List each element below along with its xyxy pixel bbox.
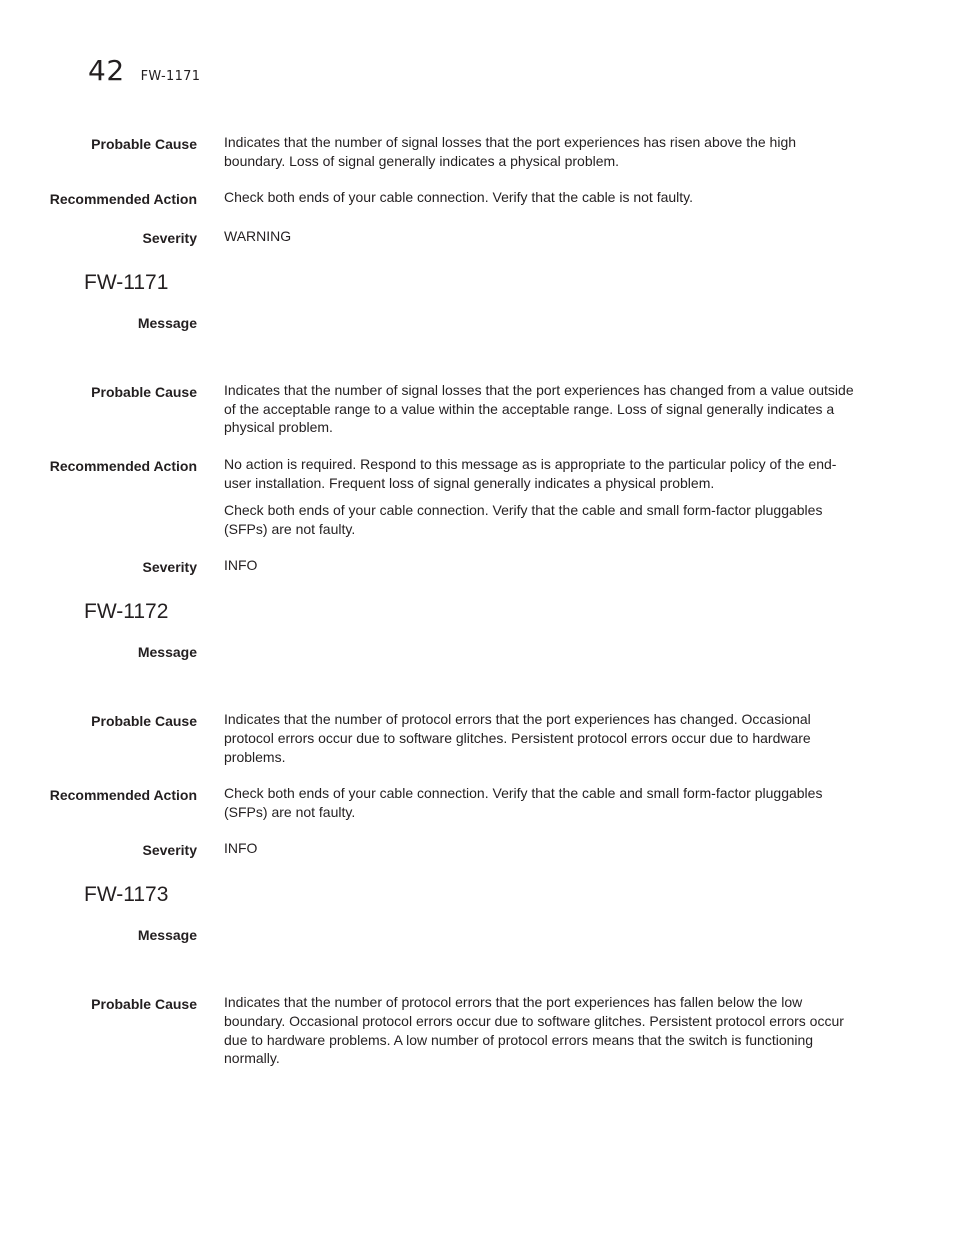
probable-cause-text [224, 993, 860, 1067]
intro-recommended-action-row [0, 188, 954, 209]
section-heading-fw-1171: FW-1171 [84, 271, 169, 295]
recommended-action-text [224, 188, 860, 209]
severity-label: Severity [142, 559, 197, 576]
section-heading-fw-1172: FW-1172 [84, 600, 169, 624]
recommended-action-row [0, 784, 954, 821]
severity-value: INFO [224, 840, 258, 857]
severity-row [0, 556, 954, 577]
recommended-action-label: Recommended Action [49, 457, 197, 474]
message-label: Message [137, 927, 197, 944]
recommended-action-text [224, 784, 860, 821]
recommended-action-paragraph: Check both ends of your cable connection. Verify that the cable and small form-factor pluggables (SFPs) are not faulty. [224, 502, 823, 537]
recommended-action-paragraph: Check both ends of your cable connection. Verify that the cable and small form-factor pluggables (SFPs) are not faulty. [224, 785, 823, 820]
recommended-action-label: Recommended Action [49, 787, 197, 804]
recommended-action-paragraph: No action is required. Respond to this message as is appropriate to the particular policy of the end-user installation. Frequent loss of signal generally indicates a physical problem. [224, 455, 837, 491]
probable-cause-row [0, 710, 954, 766]
chapter-number: 42 [88, 54, 125, 87]
intro-severity-row [0, 227, 954, 248]
severity-value: WARNING [224, 228, 292, 245]
probable-cause-paragraph: Indicates that the number of signal losses that the port experiences has changed from a value outside of the acceptable range to a value within the acceptable range. Loss of signal generally indicates a physical problem. [224, 382, 854, 436]
probable-cause-label: Probable Cause [91, 713, 197, 730]
message-row [0, 924, 954, 983]
recommended-action-text [224, 455, 860, 538]
probable-cause-paragraph: Indicates that the number of protocol errors that the port experiences has changed. Occasional protocol errors occur due to software glitches. Persistent protocol errors occur due to hardware problems. [224, 711, 811, 765]
probable-cause-label: Probable Cause [91, 384, 197, 401]
message-row [0, 641, 954, 700]
intro-probable-cause-row [0, 133, 954, 170]
probable-cause-paragraph: Indicates that the number of signal losses that the port experiences has risen above the high boundary. Loss of signal generally indicates a physical problem. [224, 134, 797, 169]
probable-cause-row [0, 381, 954, 437]
probable-cause-text [224, 381, 860, 437]
probable-cause-label: Probable Cause [91, 136, 197, 152]
probable-cause-paragraph: Indicates that the number of protocol errors that the port experiences has fallen below the low boundary. Occasional protocol errors occur due to software glitches. Persistent protocol errors occur due to hardware problems. A low number of protocol errors means that the switch is functioning normally. [224, 994, 844, 1067]
message-label: Message [137, 315, 197, 332]
severity-value: INFO [224, 557, 258, 574]
recommended-action-paragraph: Check both ends of your cable connection. Verify that the cable is not faulty. [224, 189, 694, 206]
probable-cause-row [0, 993, 954, 1067]
recommended-action-row [0, 455, 954, 538]
section-heading-fw-1173: FW-1173 [84, 883, 169, 907]
message-row [0, 312, 954, 371]
running-title: FW-1171 [140, 69, 201, 84]
probable-cause-label: Probable Cause [91, 996, 197, 1013]
page-header [88, 54, 200, 88]
probable-cause-text [224, 710, 860, 766]
probable-cause-text [224, 133, 860, 170]
severity-row [0, 839, 954, 860]
message-label: Message [137, 644, 197, 661]
recommended-action-label: Recommended Action [49, 191, 197, 208]
severity-label: Severity [142, 230, 197, 247]
severity-label: Severity [142, 842, 197, 859]
document-content [0, 133, 954, 1086]
